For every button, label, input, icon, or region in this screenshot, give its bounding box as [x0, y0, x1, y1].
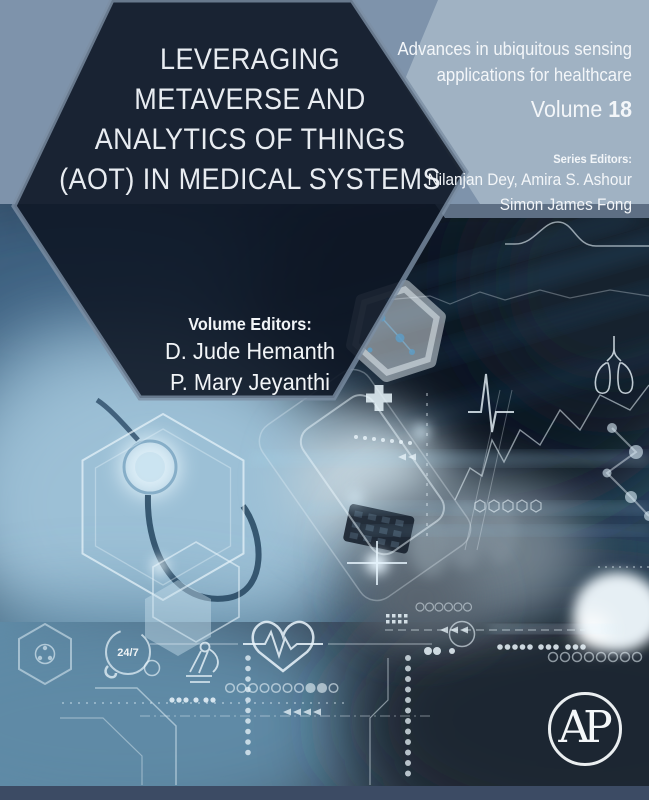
volume-editor-name-2: P. Mary Jeyanthi — [170, 369, 330, 395]
series-editors-line-2: Simon James Fong — [499, 196, 632, 214]
volume-editors — [73, 312, 426, 398]
series-name-line-1: Advances in ubiquitous sensing — [397, 39, 632, 59]
series-editors-label: Series Editors: — [553, 152, 632, 166]
volume-label: Volume — [530, 96, 603, 122]
title-line-3: ANALYTICS OF THINGS — [94, 123, 406, 156]
series-editors-line-1: Nilanjan Dey, Amira S. Ashour — [427, 171, 632, 189]
title-line-4: (AOT) IN MEDICAL SYSTEMS — [59, 163, 441, 196]
series-volume — [353, 95, 632, 123]
academic-press-logo — [548, 692, 622, 766]
title-line-2: METAVERSE AND — [134, 83, 366, 116]
title-line-1: LEVERAGING — [159, 43, 341, 76]
volume-editors-heading: Volume Editors: — [188, 314, 312, 334]
volume-editor-name-1: D. Jude Hemanth — [164, 338, 336, 364]
academic-press-logo-text: AP — [558, 701, 606, 753]
bottom-bar — [0, 786, 649, 800]
series-name-line-2: applications for healthcare — [436, 65, 632, 85]
series-info — [353, 36, 632, 216]
volume-number: 18 — [608, 96, 632, 122]
svg-text:24/7: 24/7 — [117, 647, 139, 659]
